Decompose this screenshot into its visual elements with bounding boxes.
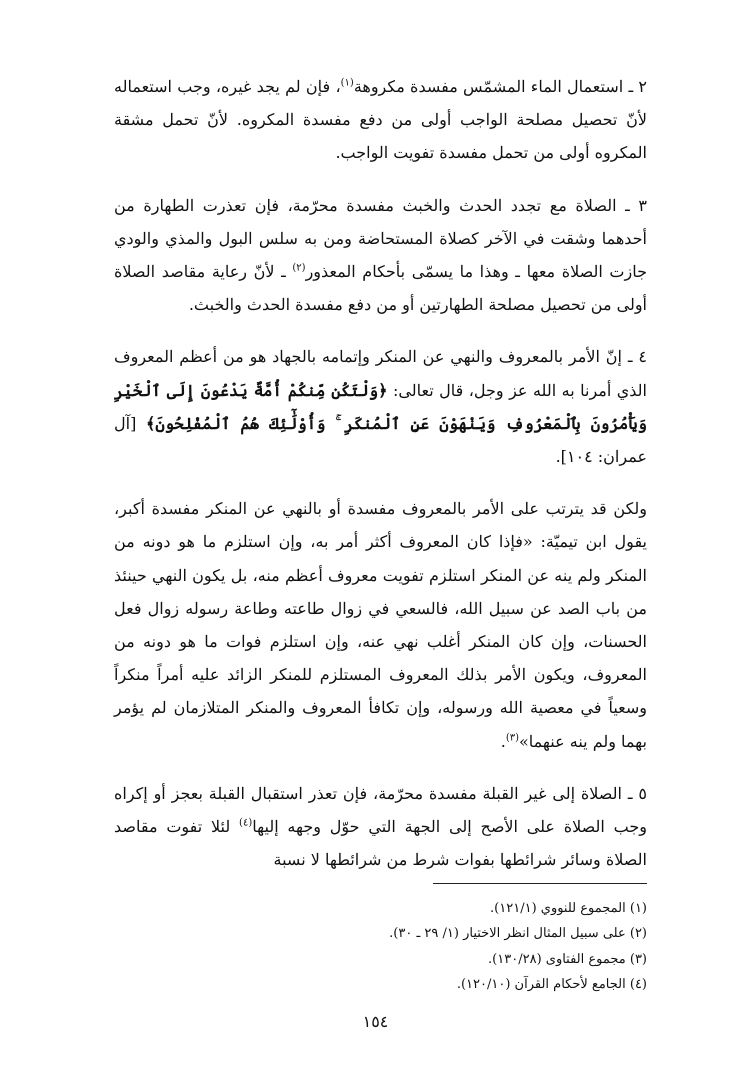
verse-reference: [آل عمران: ١٠٤]. [114, 413, 647, 467]
footnote-ref-1[interactable]: (١) [340, 77, 354, 89]
footnote-4: (٤) الجامع لأحكام القرآن (١٢٠/١٠). [456, 977, 647, 993]
footnotes-section [114, 896, 647, 998]
footnote-divider [433, 883, 647, 884]
paragraph-2-sun-heated-water [114, 70, 647, 170]
paragraph-text: ، فإن لم يجد غيره، وجب استعماله لأنّ تحصيل مصلحة الواجب أولى من دفع مفسدة المكروه. لأنّ تحمل مشقة المكروه أولى من تحمل مفسدة تفويت الواجب. [114, 77, 647, 163]
paragraph-ibn-taymiyya-quote [114, 492, 647, 758]
paragraph-text: ـ لأنّ رعاية مقاصد الصلاة أولى من تحصيل مصلحة الطهارتين أو من دفع مفسدة الحدث والخبث. [114, 262, 647, 315]
paragraph-5-qibla [114, 777, 647, 877]
footnote-ref-2[interactable]: (٢) [292, 262, 306, 274]
paragraph-text: ٥ ـ الصلاة إلى غير القبلة مفسدة محرّمة، فإن تعذر استقبال القبلة بعجز أو إكراه وجب الصلاة على الأصح إلى الجهة التي حوّل وجهه إليها [114, 783, 648, 837]
page-number: ١٥٤ [362, 1012, 389, 1031]
footnote-ref-3[interactable]: (٣) [505, 732, 520, 744]
footnote-1: (١) المجموع للنووي (١٢١/١). [490, 901, 647, 916]
paragraph-4-enjoining-good [114, 340, 647, 473]
paragraph-3-prayer-impurity [114, 189, 647, 322]
paragraph-text: ٣ ـ الصلاة مع تجدد الحدث والخبث مفسدة محرّمة، فإن تعذرت الطهارة من أحدهما وشقت في الآخر كصلاة المستحاضة ومن به سلس البول والمذي والودي جازت الصلاة معها ـ وهذا ما يسمّى بأحكام المعذور [114, 195, 647, 282]
paragraph-text: لئلا تفوت مقاصد الصلاة وسائر شرائطها بفوات شرط من شرائطها لا نسبة [114, 817, 647, 870]
paragraph-text: ٤ ـ إنّ الأمر بالمعروف والنهي عن المنكر وإتمامه بالجهاد هو من أعظم المعروف الذي أمرنا به الله عز وجل، قال تعالى: [114, 347, 647, 400]
paragraph-text: ٢ ـ استعمال الماء المشمّس مفسدة مكروهة [353, 77, 647, 96]
paragraph-text: . [500, 731, 506, 751]
footnote-3: (٣) مجموع الفتاوى (١٣٠/٢٨). [488, 951, 647, 967]
paragraph-text: ولكن قد يترتب على الأمر بالمعروف مفسدة أو بالنهي عن المنكر مفسدة أكبر، يقول ابن تيميّة: «فإذا كان المعروف أكثر أمر به، وإن استلزم ما هو دونه من المنكر ولم ينه عن المنكر استلزم تفويت معروف أعظم منه، بل يكون النهي حينئذ من باب الصد عن سبيل الله، فالسعي في زوال طاعته وطاعة رسوله زوال فعل الحسنات، وإن كان المنكر أغلب نهي عنه، وإن استلزم فوات ما هو دونه من المعروف، ويكون الأمر بذلك المعروف المستلزم للمنكر الزائد عليه أمراً منكراً وسعياً في معصية الله ورسوله، وإن تكافأ المعروف والمنكر المتلازمان لم يؤمر بهما ولم ينه عنهما» [114, 499, 648, 751]
footnote-2: (٢) على سبيل المثال انظر الاختيار (١/ ٢٩ ـ ٣٠). [389, 926, 647, 942]
footnote-ref-4[interactable]: (٤) [239, 817, 253, 829]
quran-verse: ﴿وَلْتَكُن مِّنكُمْ أُمَّةٌ يَدْعُونَ إِلَى ٱلْخَيْرِ وَيَأْمُرُونَ بِٱلْمَعْرُوفِ وَيَنْهَوْنَ عَنِ ٱلْمُنكَرِ ۚ وَأُوْلَٰٓئِكَ هُمُ ٱلْمُفْلِحُونَ﴾ [114, 380, 647, 433]
